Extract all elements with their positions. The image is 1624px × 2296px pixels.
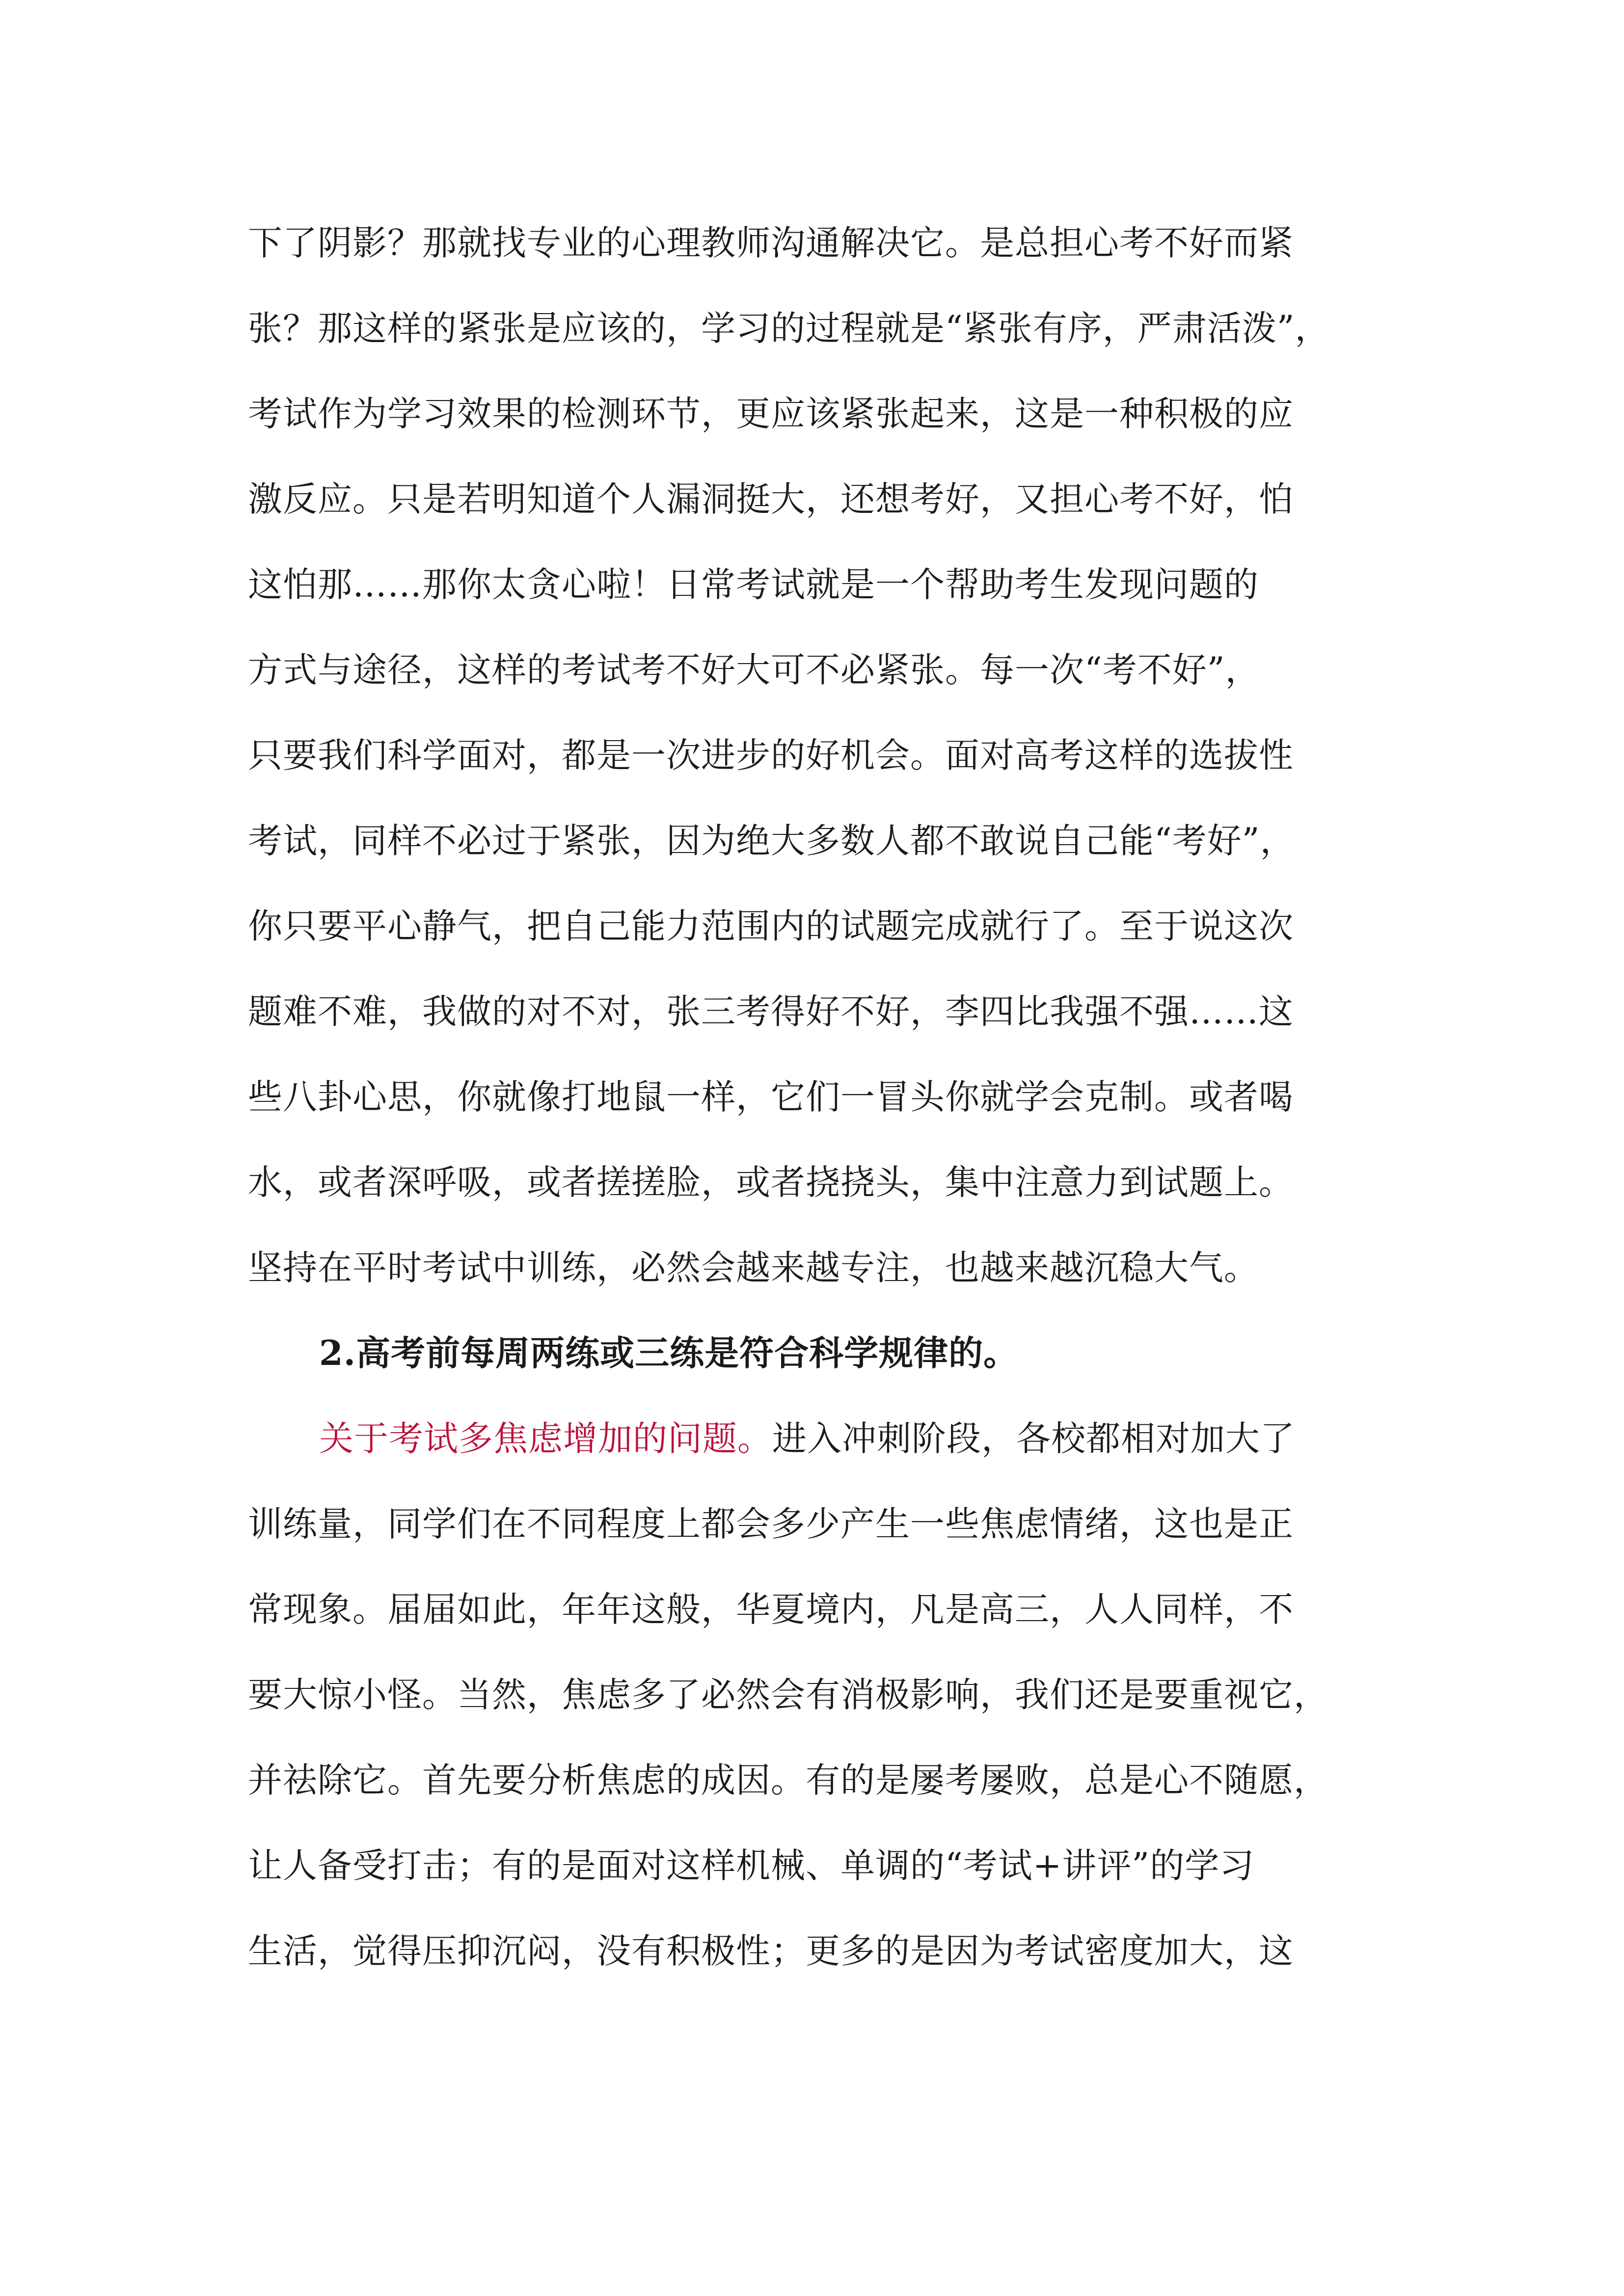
- paragraph-2-line-5: 并祛除它。首先要分析焦虑的成因。有的是屡考屡败，总是心不随愿，: [248, 1760, 1328, 1800]
- paragraph-2-line-4: 要大惊小怪。当然，焦虑多了必然会有消极影响，我们还是要重视它，: [248, 1675, 1328, 1715]
- paragraph-1-line-3: 考试作为学习效果的检测环节，更应该紧张起来，这是一种积极的应: [248, 394, 1294, 434]
- paragraph-1-line-10: 题难不难，我做的对不对，张三考得好不好，李四比我强不强……这: [248, 991, 1294, 1032]
- paragraph-2-line-7: 生活，觉得压抑沉闷，没有积极性；更多的是因为考试密度加大，这: [248, 1931, 1294, 1971]
- paragraph-2-line-6: 让人备受打击；有的是面对这样机械、单调的“考试+讲评”的学习: [248, 1845, 1255, 1886]
- paragraph-1-line-11: 些八卦心思，你就像打地鼠一样，它们一冒头你就学会克制。或者喝: [248, 1077, 1294, 1117]
- paragraph-1-line-4: 激反应。只是若明知道个人漏洞挺大，还想考好，又担心考不好，怕: [248, 479, 1294, 519]
- paragraph-1-line-7: 只要我们科学面对，都是一次进步的好机会。面对高考这样的选拔性: [248, 735, 1294, 775]
- section-heading: 2.高考前每周两练或三练是符合科学规律的。: [319, 1333, 1019, 1373]
- paragraph-2-highlight: 关于考试多焦虑增加的问题。: [319, 1418, 772, 1459]
- paragraph-2-first-rest: 进入冲刺阶段，各校都相对加大了: [772, 1418, 1295, 1459]
- paragraph-1-line-12: 水，或者深呼吸，或者搓搓脸，或者挠挠头，集中注意力到试题上。: [248, 1162, 1294, 1202]
- paragraph-1-line-1: 下了阴影？那就找专业的心理教师沟通解决它。是总担心考不好而紧: [248, 223, 1294, 263]
- paragraph-1-line-5: 这怕那……那你太贪心啦！日常考试就是一个帮助考生发现问题的: [248, 564, 1259, 605]
- paragraph-2-line-2: 训练量，同学们在不同程度上都会多少产生一些焦虑情绪，这也是正: [248, 1504, 1294, 1544]
- paragraph-1-line-9: 你只要平心静气，把自己能力范围内的试题完成就行了。至于说这次: [248, 906, 1294, 946]
- paragraph-1-line-6: 方式与途径，这样的考试考不好大可不必紧张。每一次“考不好”，: [248, 650, 1260, 690]
- paragraph-1-line-8: 考试，同样不必过于紧张，因为绝大多数人都不敢说自己能“考好”，: [248, 821, 1295, 861]
- paragraph-2-line-1: [319, 1409, 1463, 1468]
- paragraph-1-line-2: 张？那这样的紧张是应该的，学习的过程就是“紧张有序，严肃活泼”，: [248, 308, 1330, 348]
- paragraph-1-line-13: 坚持在平时考试中训练，必然会越来越专注，也越来越沉稳大气。: [248, 1248, 1259, 1288]
- paragraph-2-line-3: 常现象。届届如此，年年这般，华夏境内，凡是高三，人人同样，不: [248, 1589, 1294, 1629]
